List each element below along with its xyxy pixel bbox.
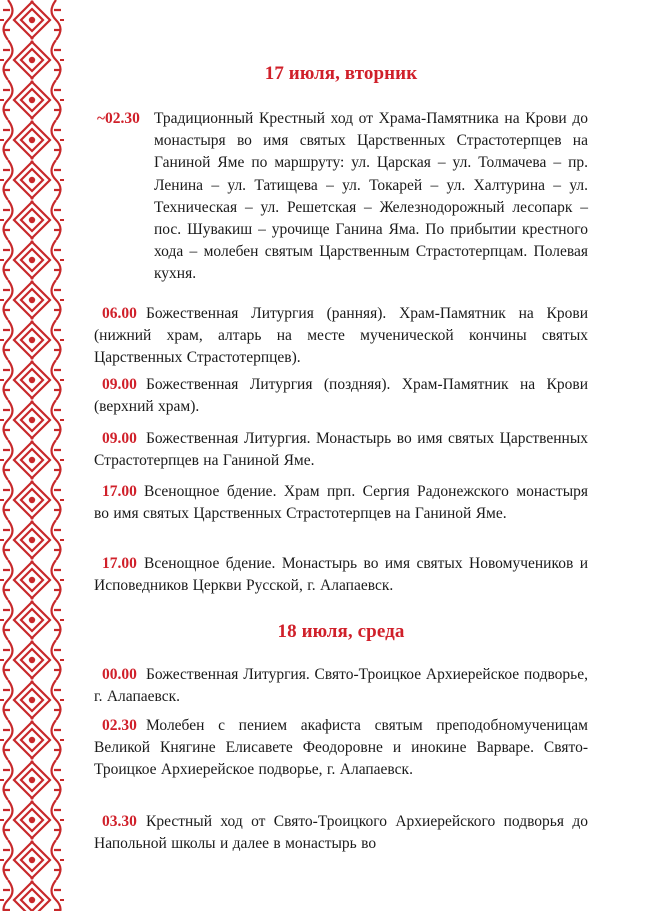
schedule-entry bbox=[94, 374, 588, 418]
entry-text: Традиционный Крестный ход от Храма-Памятника на Крови до монастыря во имя святых Царственных Страстотерпцев на Ганиной Яме по маршруту: ул. Царская – ул. Толмачева – пр. Ленина – ул. Татищева – ул. Токарей – ул. Халтурина – ул. Техническая – ул. Решетская – Железнодорожный лесопарк – пос. Шувакиш – урочище Ганина Яма. По прибытии крестного хода – молебен святым Царственным Страстотерпцам. Полевая кухня. bbox=[154, 110, 588, 283]
entry-text: Всенощное бдение. Монастырь во имя святых Новомучеников и Исповедников Церкви Русской, г. Алапаевск. bbox=[94, 555, 588, 595]
entry-text: Всенощное бдение. Храм прп. Сергия Радонежского монастыря во имя святых Царственных Страстотерпцев на Ганиной Яме. bbox=[94, 483, 588, 523]
schedule-entry bbox=[94, 664, 588, 708]
entry-text: Божественная Литургия (ранняя). Храм-Памятник на Крови (нижний храм, алтарь на месте мученической кончины святых Царственных Страстотерпцев). bbox=[94, 305, 588, 367]
ornament-border bbox=[0, 0, 64, 911]
entry-time: 17.00 bbox=[102, 483, 137, 500]
entry-time: 03.30 bbox=[102, 813, 137, 830]
schedule-entry bbox=[94, 481, 588, 525]
slavic-ornament-border-icon bbox=[0, 0, 64, 911]
entry-time: 09.00 bbox=[102, 376, 137, 393]
schedule-entry bbox=[94, 428, 588, 472]
day-title-1: 17 июля, вторник bbox=[264, 63, 418, 84]
schedule-entry bbox=[94, 303, 588, 370]
entry-time: 17.00 bbox=[102, 555, 137, 572]
entry-time: ~02.30 bbox=[97, 110, 140, 127]
schedule-entry bbox=[94, 715, 588, 782]
entry-time: 06.00 bbox=[102, 305, 137, 322]
entry-text: Божественная Литургия (поздняя). Храм-Памятник на Крови (верхний храм). bbox=[94, 376, 588, 416]
entry-text: Божественная Литургия. Свято-Троицкое Архиерейское подворье, г. Алапаевск. bbox=[94, 666, 588, 706]
entry-text: Божественная Литургия. Монастырь во имя святых Царственных Страстотерпцев на Ганиной Яме. bbox=[94, 430, 588, 470]
day-title-2: 18 июля, среда bbox=[277, 621, 405, 642]
schedule-entry bbox=[94, 553, 588, 597]
schedule-entry bbox=[94, 811, 588, 855]
entry-time: 02.30 bbox=[102, 717, 137, 734]
entry-text: Молебен с пением акафиста святым преподобномученицам Великой Княгине Елисавете Феодоровне и инокине Варваре. Свято-Троицкое Архиерейское подворье, г. Алапаевск. bbox=[94, 717, 588, 779]
entry-time: 09.00 bbox=[102, 430, 137, 447]
schedule-entry bbox=[94, 108, 588, 286]
entry-text: Крестный ход от Свято-Троицкого Архиерейского подворья до Напольной школы и далее в монастырь во bbox=[94, 813, 588, 853]
entry-time: 00.00 bbox=[102, 666, 137, 683]
